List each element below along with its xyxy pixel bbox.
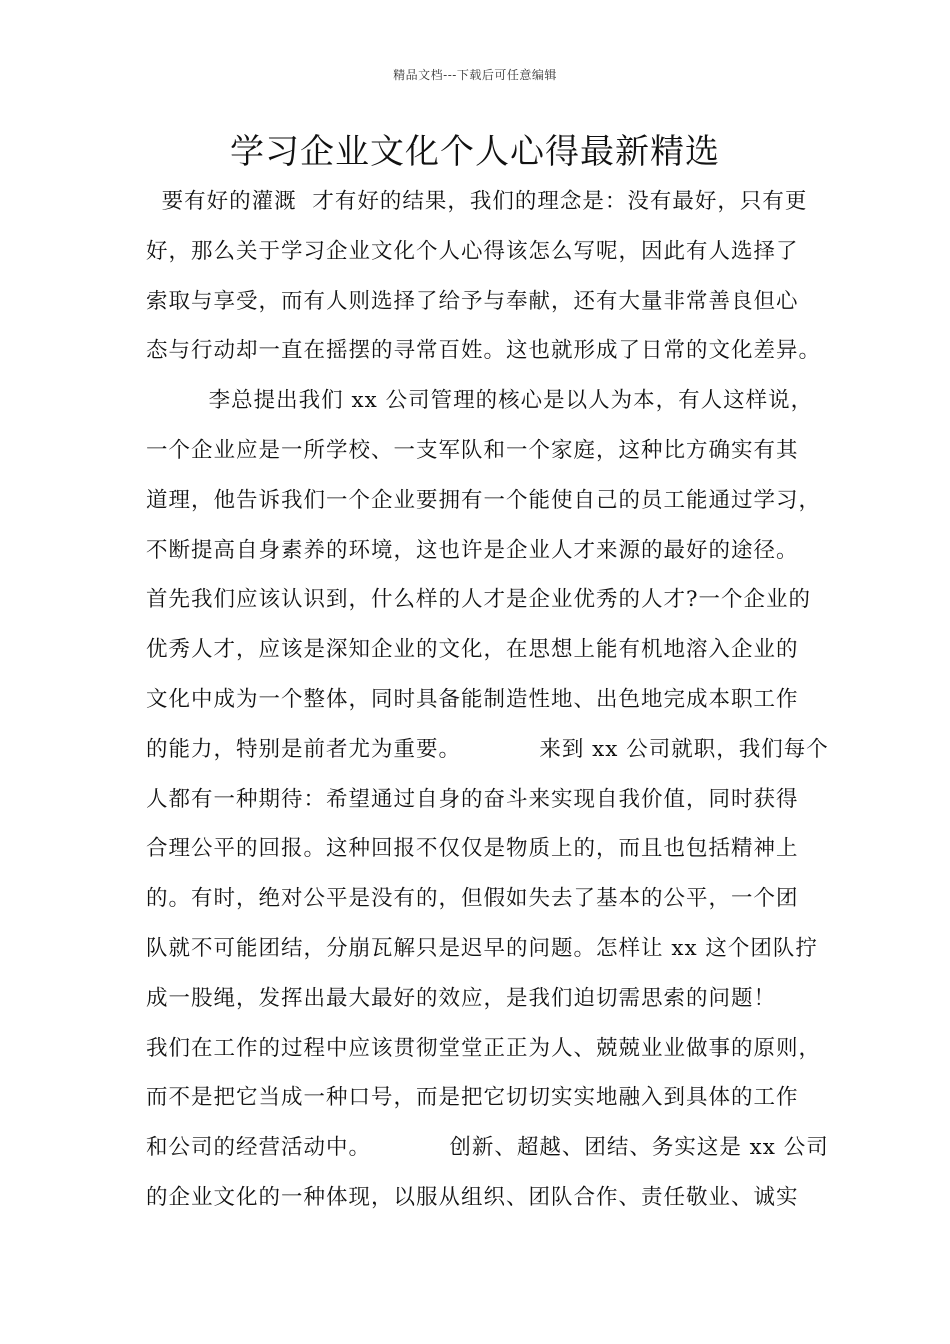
text-line: 不断提高自身素养的环境，这也许是企业人才来源的最好的途径。 xyxy=(146,537,799,563)
text-line: 和公司的经营活动中。 创新、超越、团结、务实这是 xx 公司 xyxy=(146,1135,829,1161)
text-line: 道理，他告诉我们一个企业要拥有一个能使自己的员工能通过学习， xyxy=(146,487,822,513)
text-line: 合理公平的回报。这种回报不仅仅是物质上的，而且也包括精神上 xyxy=(146,836,799,862)
text-line: 我们在工作的过程中应该贯彻堂堂正正为人、兢兢业业做事的原则， xyxy=(146,1035,822,1061)
document-title: 学习企业文化个人心得最新精选 xyxy=(230,132,720,172)
text-line: 的能力，特别是前者尤为重要。 来到 xx 公司就职，我们每个 xyxy=(146,736,829,762)
text-line: 队就不可能团结，分崩瓦解只是迟早的问题。怎样让 xx 这个团队拧 xyxy=(146,935,818,961)
text-line: 文化中成为一个整体，同时具备能制造性地、出色地完成本职工作 xyxy=(146,686,799,712)
header-note: 精品文档---下载后可任意编辑 xyxy=(393,68,557,82)
text-line: 要有好的灌溉 才有好的结果，我们的理念是：没有最好，只有更 xyxy=(146,189,808,214)
text-line: 首先我们应该认识到，什么样的人才是企业优秀的人才?一个企业的 xyxy=(146,587,812,613)
text-line: 而不是把它当成一种口号，而是把它切切实实地融入到具体的工作 xyxy=(146,1085,799,1111)
text-line: 一个企业应是一所学校、一支军队和一个家庭，这种比方确实有其 xyxy=(146,437,799,463)
text-line: 成一股绳，发挥出最大最好的效应，是我们迫切需思索的问题！ xyxy=(146,985,777,1011)
text-line: 的企业文化的一种体现，以服从组织、团队合作、责任敬业、诚实 xyxy=(146,1184,799,1210)
text-line: 好，那么关于学习企业文化个人心得该怎么写呢，因此有人选择了 xyxy=(146,238,799,264)
body-text xyxy=(146,180,829,1226)
text-line: 索取与享受，而有人则选择了给予与奉献，还有大量非常善良但心 xyxy=(146,288,799,314)
text-line: 优秀人才，应该是深知企业的文化，在思想上能有机地溶入企业的 xyxy=(146,637,799,663)
text-line: 李总提出我们 xx 公司管理的核心是以人为本，有人这样说， xyxy=(146,388,814,414)
text-line: 的。有时，绝对公平是没有的，但假如失去了基本的公平，一个团 xyxy=(146,886,799,912)
text-line: 人都有一种期待：希望通过自身的奋斗来实现自我价值，同时获得 xyxy=(146,786,799,812)
text-line: 态与行动却一直在摇摆的寻常百姓。这也就形成了日常的文化差异。 xyxy=(146,338,822,364)
